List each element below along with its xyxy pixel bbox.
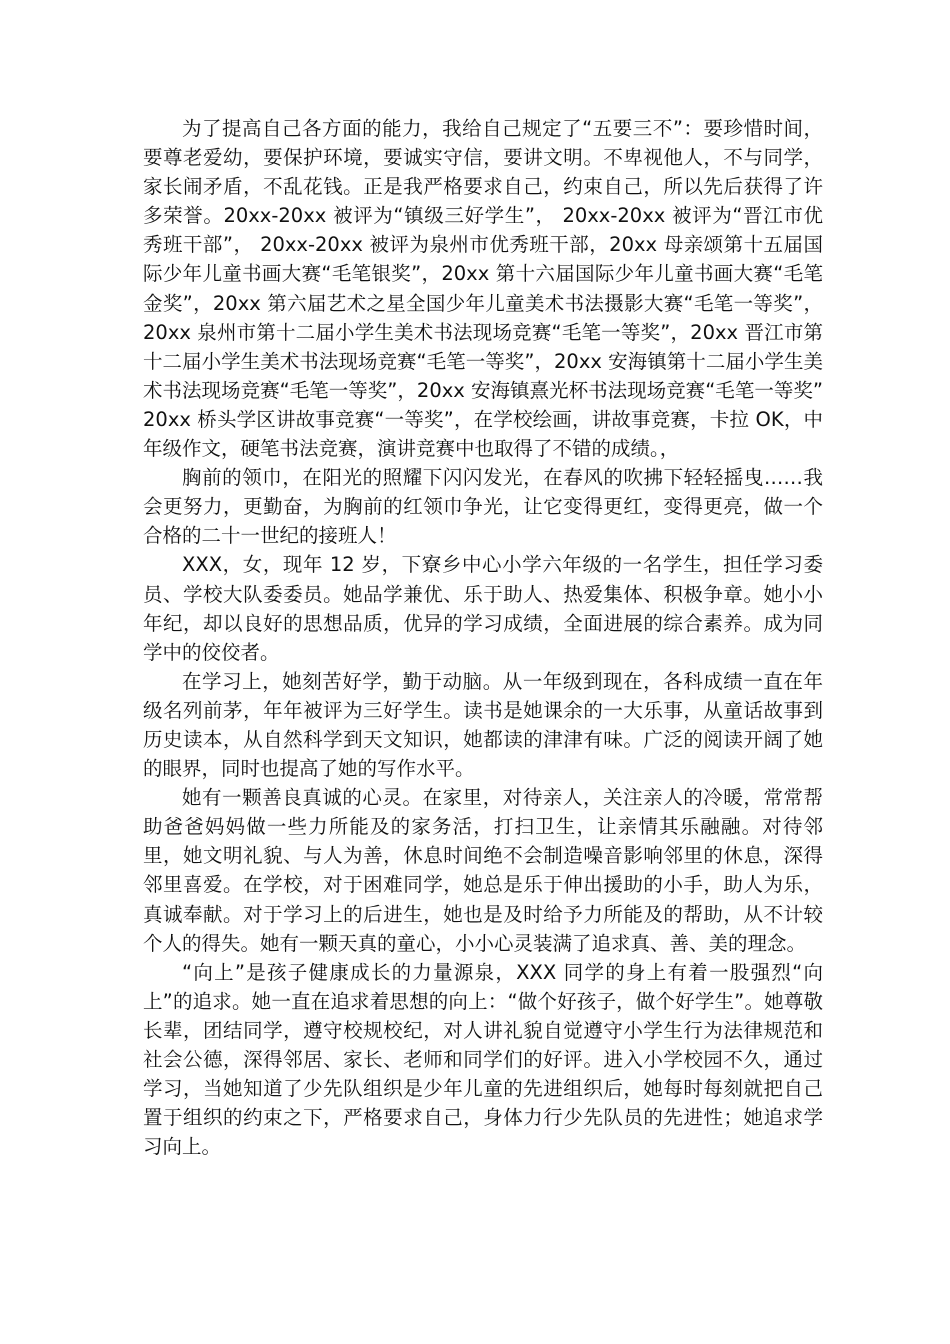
paragraph-red-scarf: 胸前的领巾，在阳光的照耀下闪闪发光，在春风的吹拂下轻轻摇曳……我会更努力，更勤奋，为胸前的红领巾争光，让它变得更红，变得更亮，做一个合格的二十一世纪的接班人！: [143, 466, 823, 548]
paragraph-introduction: XXX，女，现年 12 岁，下寮乡中心小学六年级的一名学生，担任学习委员、学校大队委委员。她品学兼优、乐于助人、热爱集体、积极争章。她小小年纪，却以良好的思想品质，优异的学习成绩，全面进展的综合素养。成为同学中的佼佼者。: [143, 553, 823, 664]
paragraph-kindness: 她有一颗善良真诚的心灵。在家里，对待亲人，关注亲人的冷暖，常常帮助爸爸妈妈做一些力所能及的家务活，打扫卫生，让亲情其乐融融。对待邻里，她文明礼貌、与人为善，休息时间绝不会制造噪音影响邻里的休息，深得邻里喜爱。在学校，对于困难同学，她总是乐于伸出援助的小手，助人为乐，真诚奉献。对于学习上的后进生，她也是及时给予力所能及的帮助，从不计较个人的得失。她有一颗天真的童心，小小心灵装满了追求真、善、美的理念。: [143, 786, 823, 955]
document-body: [143, 114, 823, 1161]
paragraph-study: 在学习上，她刻苦好学，勤于动脑。从一年级到现在，各科成绩一直在年级名列前茅，年年被评为三好学生。读书是她课余的一大乐事，从童话故事到历史读本，从自然科学到天文知识，她都读的津津有味。广泛的阅读开阔了她的眼界，同时也提高了她的写作水平。: [143, 669, 823, 781]
paragraph-honors: 为了提高自己各方面的能力，我给自己规定了“五要三不”：要珍惜时间，要尊老爱幼，要保护环境，要诚实守信，要讲文明。不卑视他人，不与同学，家长闹矛盾，不乱花钱。正是我严格要求自己，约束自己，所以先后获得了许多荣誉。20xx-20xx 被评为“镇级三好学生”， 20xx-20xx 被评为“晋江市优秀班干部”， 20xx-20xx 被评为泉州市优秀班干部，20xx 母亲颂第十五届国际少年儿童书画大赛“毛笔银奖”，20xx 第十六届国际少年儿童书画大赛“毛笔金奖”，20xx 第六届艺术之星全国少年儿童美术书法摄影大赛“毛笔一等奖”，20xx 泉州市第十二届小学生美术书法现场竞赛“毛笔一等奖”，20xx 晋江市第十二届小学生美术书法现场竞赛“毛笔一等奖”，20xx 安海镇第十二届小学生美术书法现场竞赛“毛笔一等奖”，20xx 安海镇熹光杯书法现场竞赛“毛笔一等奖” 20xx 桥头学区讲故事竞赛“一等奖”，在学校绘画，讲故事竞赛，卡拉 OK，中年级作文，硬笔书法竞赛，演讲竞赛中也取得了不错的成绩。，: [143, 117, 823, 461]
paragraph-upward: “向上”是孩子健康成长的力量源泉，XXX 同学的身上有着一股强烈“向上”的追求。她一直在追求着思想的向上：“做个好孩子，做个好学生”。她尊敬长辈，团结同学，遵守校规校纪，对人讲礼貌自觉遵守小学生行为法律规范和社会公德，深得邻居、家长、老师和同学们的好评。进入小学校园不久，通过学习，当她知道了少先队组织是少年儿童的先进组织后，她每时每刻就把自己置于组织的约束之下，严格要求自己，身体力行少先队员的先进性；她追求学习向上。: [143, 960, 823, 1159]
